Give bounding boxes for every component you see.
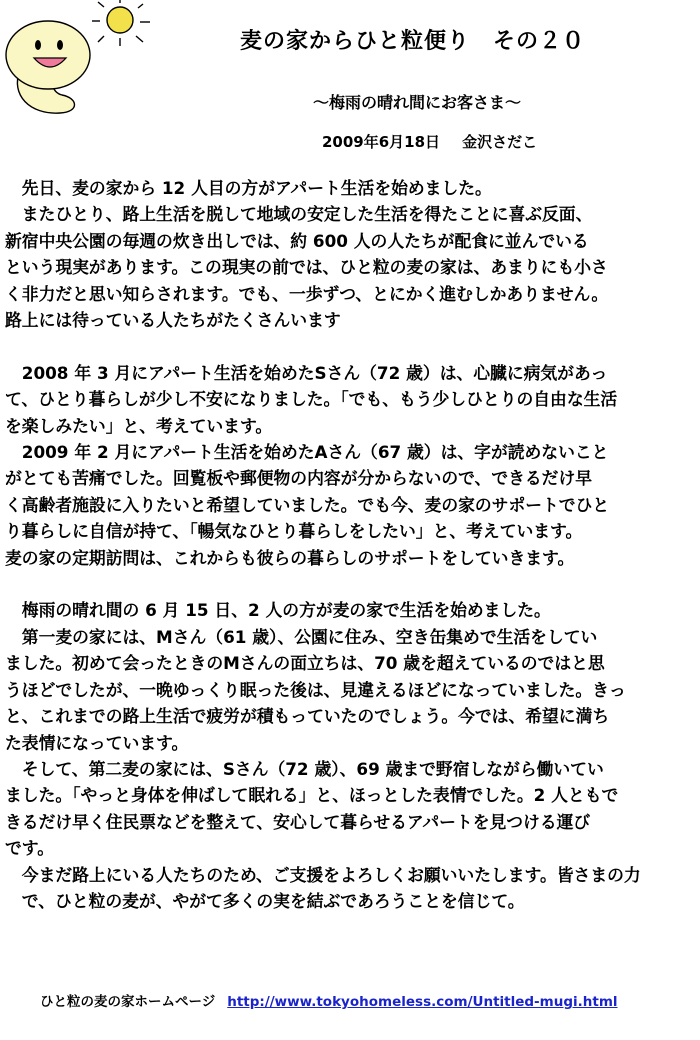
homepage-link[interactable]: http://www.tokyohomeless.com/Untitled-mugi.html [227,994,618,1010]
body-line: 先日、麦の家から 12 人目の方がアパート生活を始めました。 [5,178,492,198]
body-line: という現実があります。この現実の前では、ひと粒の麦の家は、あまりにも小さ [5,257,608,278]
paragraph-gap [5,571,695,597]
body-line: た表情になっています。 [5,732,189,753]
body-line: ました。「やっと身体を伸ばして眠れる」と、ほっとした表情でした。2 人ともで [5,785,619,806]
sun-icon [92,0,150,46]
smiling-sun-mascot-icon [0,0,175,120]
body-line: 今まだ路上にいる人たちのため、ご支援をよろしくお願いいたします。皆さまの力 [5,864,641,885]
body-line: て、ひとり暮らしが少し不安になりました。「でも、もう少しひとりの自由な生活 [5,389,618,410]
body-line: と、これまでの路上生活で疲労が積もっていたのでしょう。今では、希望に満ち [5,706,610,727]
body-line: く非力だと思い知らされます。でも、一歩ずつ、とにかく進むしかありません。 [5,283,609,304]
page-title: 麦の家からひと粒便り その２０ [240,29,586,54]
body-line: うほどでしたが、一晩ゆっくり眠った後は、見違えるほどになっていました。きっ [5,679,626,700]
body-line: ました。初めて会ったときのMさんの面立ちは、70 歳を超えているのではと思 [5,653,605,674]
dateline [322,131,537,152]
body-line: を楽しみたい」と、考えています。 [5,415,273,436]
page-subtitle: ～梅雨の晴れ間にお客さま～ [313,93,522,112]
body-line: で、ひと粒の麦が、やがて多くの実を結ぶであろうことを信じて。 [5,890,525,911]
body-line: そして、第二麦の家には、Sさん（72 歳）、69 歳まで野宿しながら働いてい [5,758,604,779]
body-line: 2009 年 2 月にアパート生活を始めたAさん（67 歳）は、字が読めないこと [5,442,609,463]
body-line: 2008 年 3 月にアパート生活を始めたSさん（72 歳）は、心臓に病気があっ [5,362,608,383]
body-line: 新宿中央公園の毎週の炊き出しでは、約 600 人の人たちが配食に並んでいる [5,230,589,251]
body-line: く高齢者施設に入りたいと希望していました。でも今、麦の家のサポートでひと [5,494,610,515]
article-body [5,175,695,914]
author: 金沢さだこ [462,133,538,151]
body-line: がとても苦痛でした。回覧板や郵便物の内容が分からないので、できるだけ早 [5,468,593,489]
body-line: 梅雨の晴れ間の 6 月 15 日、2 人の方が麦の家で生活を始めました。 [5,600,551,621]
body-line: 麦の家の定期訪問は、これからも彼らの暮らしのサポートをしていきます。 [5,547,575,568]
homepage-label: ひと粒の麦の家ホームページ [40,994,216,1010]
footer [40,990,618,1010]
body-line: です。 [5,838,55,859]
body-line: り暮らしに自信が持て、「暢気なひとり暮らしをしたい」と、考えています。 [5,521,583,542]
date: 2009年6月18日 [322,133,441,151]
body-line: きるだけ早く住民票などを整えて、安心して暮らせるアパートを見つける運び [5,811,591,832]
body-line: 第一麦の家には、Mさん（61 歳）、公園に住み、空き缶集めで生活をしてい [5,626,598,647]
body-line: またひとり、路上生活を脱して地域の安定した生活を得たことに喜ぶ反面、 [5,204,593,225]
paragraph-gap [5,333,695,359]
body-line: 路上には待っている人たちがたくさんいます [5,310,341,331]
